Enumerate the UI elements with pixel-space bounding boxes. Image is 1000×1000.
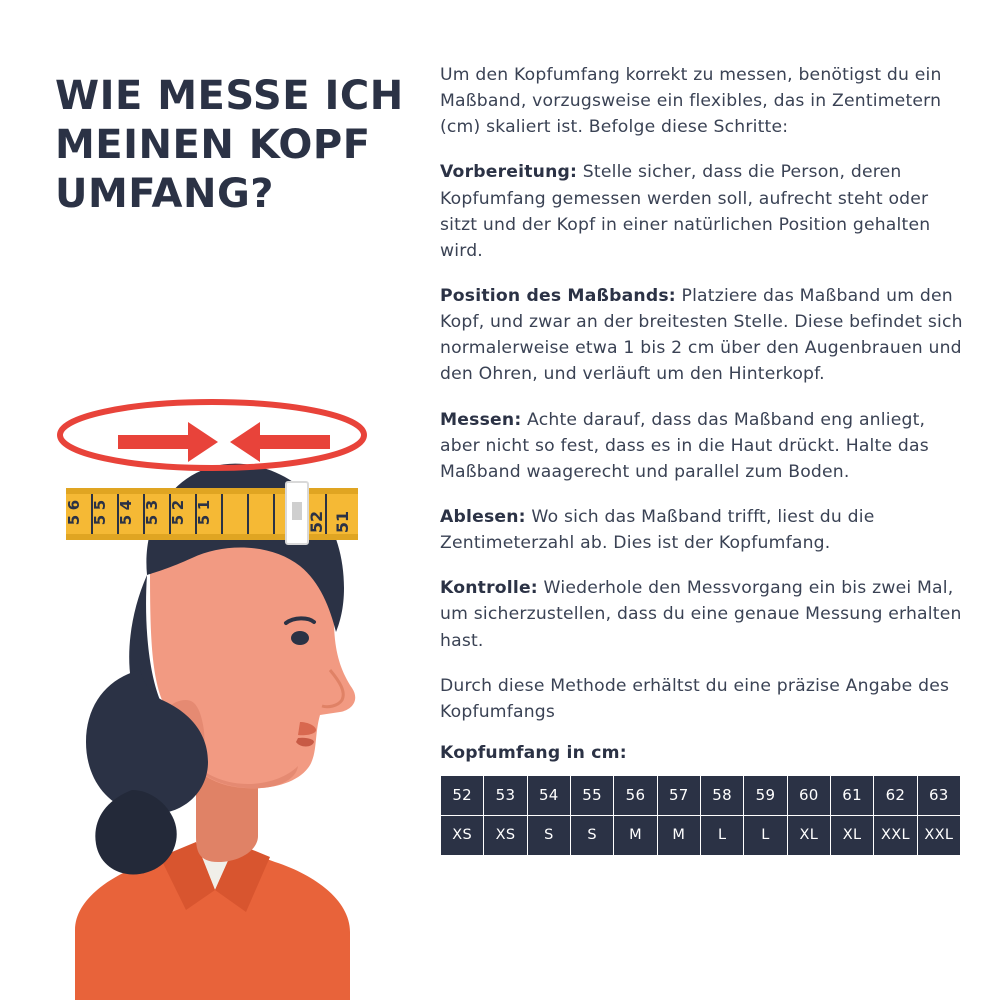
closing-paragraph: Durch diese Methode erhältst du eine präzise Angabe des Kopfumfangs (440, 675, 950, 722)
svg-text:5: 5 (169, 514, 187, 526)
step-label-position: Position des Maßbands: (440, 285, 676, 306)
svg-text:52: 52 (307, 510, 326, 534)
cm-cell: 56 (614, 775, 657, 815)
svg-text:3: 3 (143, 499, 161, 511)
size-cell: M (657, 815, 700, 855)
step-ablesen (440, 504, 970, 556)
left-column (0, 0, 430, 1000)
step-label-messen: Messen: (440, 409, 522, 430)
svg-text:5: 5 (143, 514, 161, 526)
cm-cell: 55 (570, 775, 613, 815)
svg-text:5: 5 (91, 514, 109, 526)
size-cell: L (744, 815, 787, 855)
step-text-kontrolle: Wiederhole den Messvorgang ein bis zwei Mal, um sicherzustellen, dass du eine genaue Messung erhalten hast. (440, 578, 962, 651)
step-text-vorbereitung: Stelle sicher, dass die Person, deren Kopfumfang gemessen werden soll, aufrecht steht oder sitzt und der Kopf in einer natürlichen Position gehalten wird. (440, 162, 931, 261)
svg-text:5: 5 (195, 514, 213, 526)
size-cell: S (527, 815, 570, 855)
step-label-vorbereitung: Vorbereitung: (440, 162, 578, 183)
size-cell: XXL (917, 815, 960, 855)
step-label-ablesen: Ablesen: (440, 506, 526, 527)
step-position-des-massbands (440, 283, 970, 388)
svg-text:5: 5 (65, 514, 83, 526)
svg-text:5: 5 (117, 514, 135, 526)
size-table (440, 775, 961, 856)
measurement-ellipse-arrows (60, 402, 364, 468)
step-text-messen: Achte darauf, dass das Maßband eng anliegt, aber nicht so fest, dass es in die Haut drückt. Halte das Maßband waagerecht und parallel zum Boden. (440, 409, 929, 482)
cm-cell: 57 (657, 775, 700, 815)
step-kontrolle (440, 575, 970, 653)
cm-cell: 61 (830, 775, 873, 815)
cm-cell: 63 (917, 775, 960, 815)
svg-text:6: 6 (65, 499, 83, 511)
head-measurement-illustration (0, 370, 430, 1000)
cm-cell: 53 (484, 775, 527, 815)
instructions-column (440, 62, 970, 856)
svg-text:2: 2 (169, 499, 187, 511)
tape-measure-band (65, 482, 358, 544)
step-text-position: Platziere das Maßband um den Kopf, und zwar an der breitesten Stelle. Diese befindet sich normalerweise etwa 1 bis 2 cm über den Augenbrauen und den Ohren, und verläuft um den Hinterkopf. (440, 285, 963, 385)
size-table-title: Kopfumfang in cm: (440, 742, 627, 763)
intro-paragraph: Um den Kopfumfang korrekt zu messen, benötigst du ein Maßband, vorzugsweise ein flexibles, das in Zentimetern (cm) skaliert ist. Befolge diese Schritte: (440, 65, 942, 138)
size-cell: XL (830, 815, 873, 855)
size-cell: L (700, 815, 743, 855)
cm-cell: 60 (787, 775, 830, 815)
size-cell: XXL (874, 815, 917, 855)
step-vorbereitung (440, 159, 970, 264)
cm-cell: 58 (700, 775, 743, 815)
svg-text:1: 1 (195, 499, 213, 511)
cm-cell: 62 (874, 775, 917, 815)
size-table-row-cm (441, 775, 961, 815)
size-cell: S (570, 815, 613, 855)
size-cell: XS (484, 815, 527, 855)
size-cell: M (614, 815, 657, 855)
size-table-row-sizes (441, 815, 961, 855)
cm-cell: 54 (527, 775, 570, 815)
cm-cell: 52 (441, 775, 484, 815)
cm-cell: 59 (744, 775, 787, 815)
size-cell: XS (441, 815, 484, 855)
size-cell: XL (787, 815, 830, 855)
step-messen (440, 407, 970, 485)
step-text-ablesen: Wo sich das Maßband trifft, liest du die Zentimeterzahl ab. Dies ist der Kopfumfang. (440, 506, 875, 554)
page-title: WIE MESSE ICH MEINEN KOPF UMFANG? (55, 73, 404, 217)
step-label-kontrolle: Kontrolle: (440, 578, 538, 599)
svg-text:5: 5 (91, 499, 109, 511)
svg-text:51: 51 (333, 510, 352, 534)
svg-text:4: 4 (117, 499, 135, 511)
